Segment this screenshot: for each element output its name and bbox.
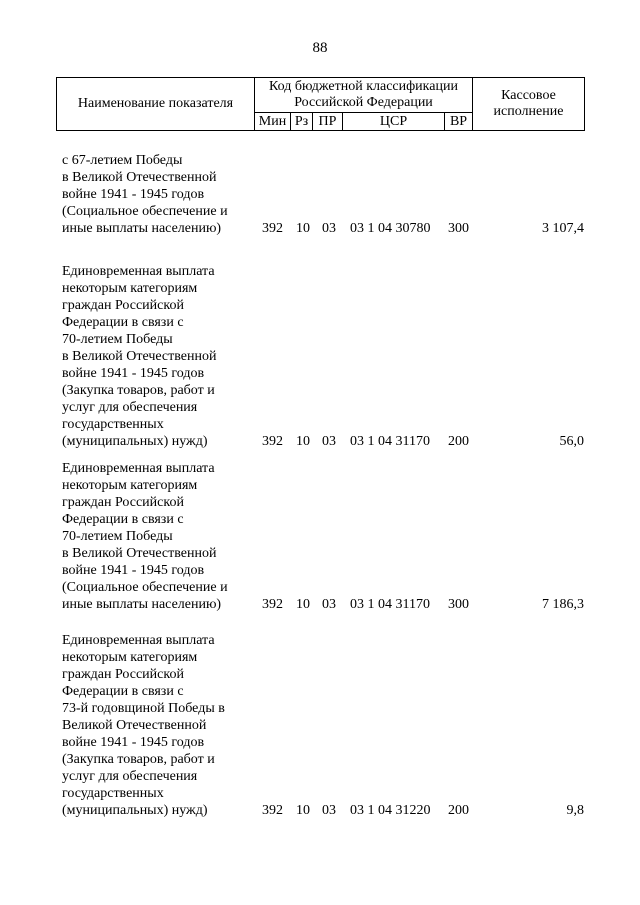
row-label-line: Федерации в связи с: [62, 684, 184, 699]
header-col-vr: ВР: [445, 113, 473, 131]
row-label-line: Единовременная выплата: [62, 461, 215, 476]
row-label: [62, 632, 262, 819]
row-label-line: граждан Российской: [62, 495, 184, 510]
row-label-line: (муниципальных) нужд): [62, 803, 208, 818]
row-label-line: (Социальное обеспечение и: [62, 204, 228, 219]
row-label-line: некоторым категориям: [62, 650, 198, 665]
header-col-pr: ПР: [313, 113, 343, 131]
row-label-line: в Великой Отечественной: [62, 170, 217, 185]
cell-amount: 56,0: [559, 434, 584, 449]
row-label-line: Единовременная выплата: [62, 633, 215, 648]
row-label: [62, 152, 262, 237]
row-label-line: (Закупка товаров, работ и: [62, 752, 215, 767]
row-label-line: граждан Российской: [62, 667, 184, 682]
row-label-line: некоторым категориям: [62, 478, 198, 493]
cell-pr: 03: [322, 597, 336, 612]
header-budget-code-line1: Код бюджетной классификации: [269, 79, 458, 94]
cell-vr: 200: [448, 803, 469, 818]
cell-rz: 10: [296, 434, 310, 449]
cell-min: 392: [262, 803, 283, 818]
row-label-line: (Закупка товаров, работ и: [62, 383, 215, 398]
cell-csr: 03 1 04 31170: [350, 434, 430, 449]
row-label-line: граждан Российской: [62, 298, 184, 313]
row-label-line: войне 1941 - 1945 годов: [62, 366, 205, 381]
row-label-line: иные выплаты населению): [62, 221, 222, 236]
row-label-line: Федерации в связи с: [62, 315, 184, 330]
cell-pr: 03: [322, 434, 336, 449]
header-cash-execution-line1: Кассовое: [501, 88, 556, 103]
row-label-line: войне 1941 - 1945 годов: [62, 735, 205, 750]
header-col-min: Мин: [255, 113, 291, 131]
header-col-rz: Рз: [291, 113, 313, 131]
cell-rz: 10: [296, 803, 310, 818]
cell-min: 392: [262, 434, 283, 449]
row-label-line: 70-летием Победы: [62, 529, 173, 544]
cell-min: 392: [262, 221, 283, 236]
row-label-line: войне 1941 - 1945 годов: [62, 563, 205, 578]
row-label-line: государственных: [62, 417, 164, 432]
cell-csr: 03 1 04 30780: [350, 221, 431, 236]
row-label-line: 70-летием Победы: [62, 332, 173, 347]
table-header: [56, 77, 585, 131]
row-label: [62, 460, 262, 613]
row-label-line: (Социальное обеспечение и: [62, 580, 228, 595]
row-label-line: государственных: [62, 786, 164, 801]
row-label: [62, 263, 262, 450]
row-label-line: Великой Отечественной: [62, 718, 207, 733]
cell-vr: 300: [448, 221, 469, 236]
row-label-line: в Великой Отечественной: [62, 349, 217, 364]
header-cash-execution: [473, 78, 585, 131]
cell-vr: 300: [448, 597, 469, 612]
cell-min: 392: [262, 597, 283, 612]
cell-pr: 03: [322, 803, 336, 818]
cell-amount: 9,8: [566, 803, 584, 818]
cell-rz: 10: [296, 221, 310, 236]
header-col-csr: ЦСР: [343, 113, 445, 131]
row-label-line: в Великой Отечественной: [62, 546, 217, 561]
header-budget-code: [255, 78, 473, 113]
header-indicator-name: Наименование показателя: [57, 78, 255, 131]
header-budget-code-line2: Российской Федерации: [294, 95, 433, 110]
row-label-line: Федерации в связи с: [62, 512, 184, 527]
cell-pr: 03: [322, 221, 336, 236]
cell-amount: 7 186,3: [542, 597, 584, 612]
cell-rz: 10: [296, 597, 310, 612]
cell-amount: 3 107,4: [542, 221, 584, 236]
row-label-line: Единовременная выплата: [62, 264, 215, 279]
row-label-line: услуг для обеспечения: [62, 769, 198, 784]
row-label-line: иные выплаты населению): [62, 597, 222, 612]
cell-csr: 03 1 04 31170: [350, 597, 430, 612]
header-cash-execution-line2: исполнение: [493, 104, 564, 119]
cell-csr: 03 1 04 31220: [350, 803, 431, 818]
page-number: 88: [312, 40, 328, 56]
row-label-line: услуг для обеспечения: [62, 400, 198, 415]
row-label-line: войне 1941 - 1945 годов: [62, 187, 205, 202]
row-label-line: 73-й годовщиной Победы в: [62, 701, 225, 716]
row-label-line: (муниципальных) нужд): [62, 434, 208, 449]
cell-vr: 200: [448, 434, 469, 449]
row-label-line: некоторым категориям: [62, 281, 198, 296]
row-label-line: с 67-летием Победы: [62, 153, 183, 168]
